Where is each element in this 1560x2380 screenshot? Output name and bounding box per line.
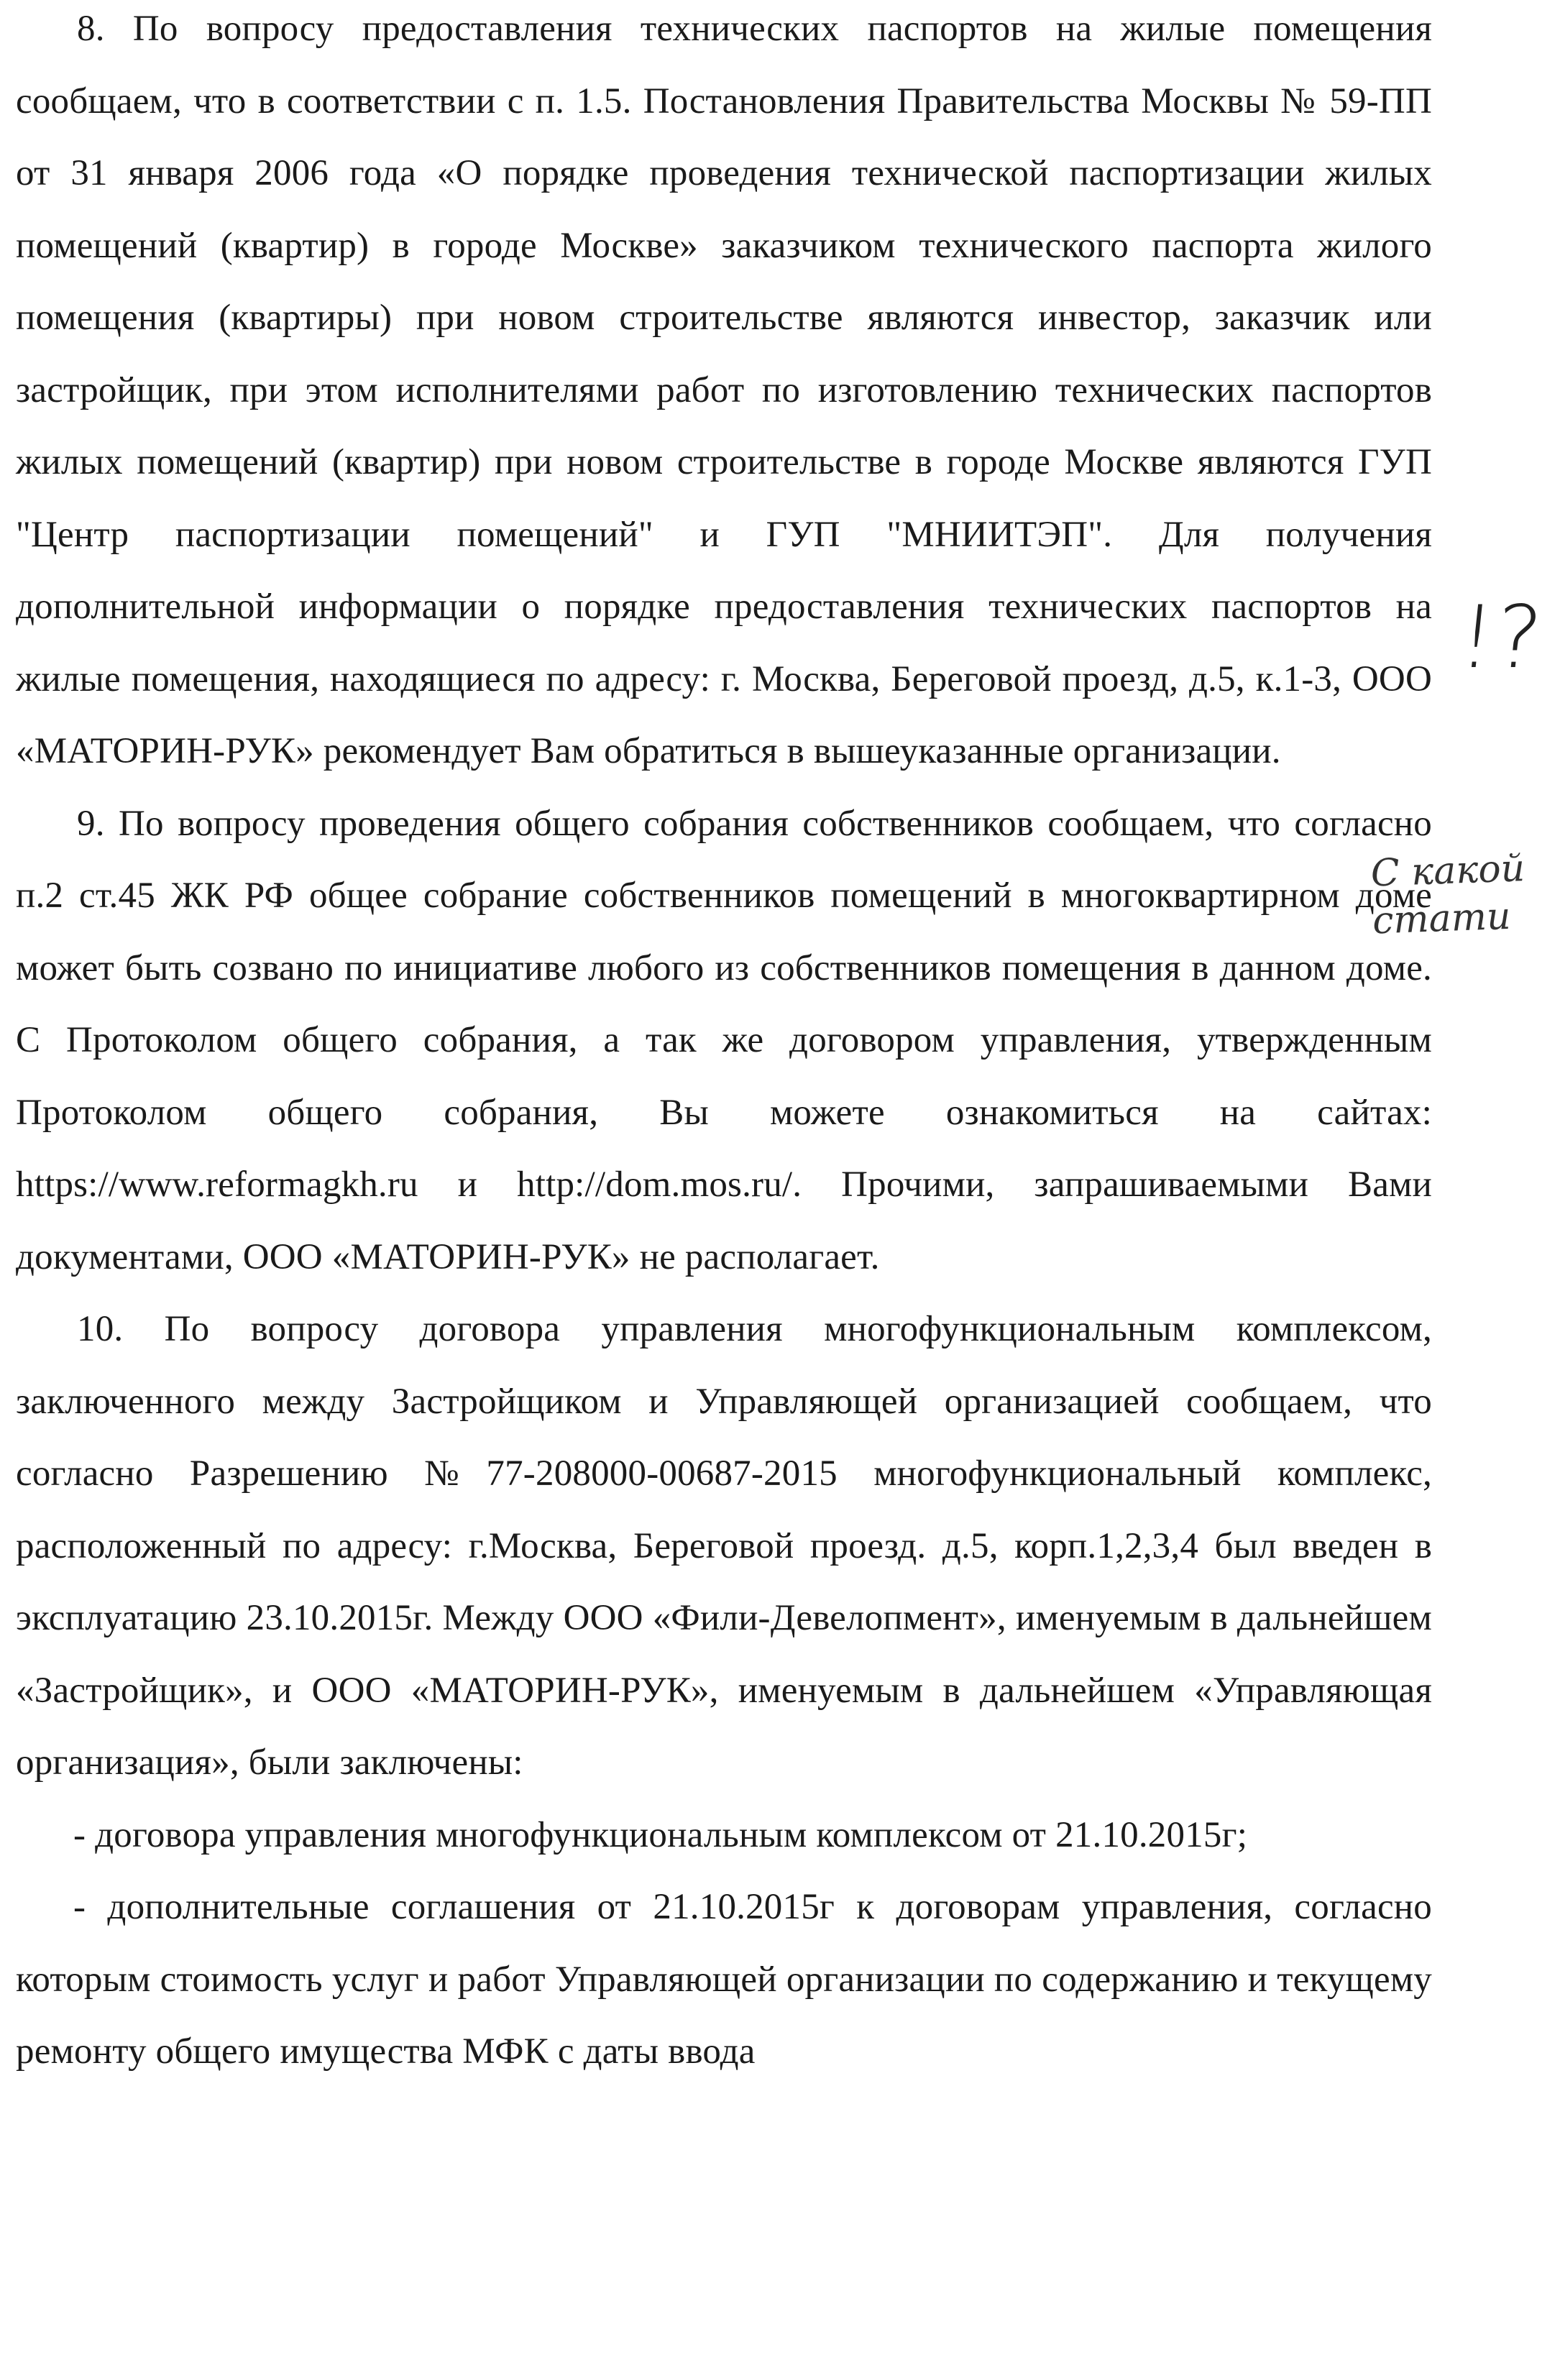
document-page bbox=[16, 0, 1432, 2380]
list-item-additional-agreements: - дополнительные соглашения от 21.10.2015г к договорам управления, согласно которым стоимость услуг и работ Управляющей организации по содержанию и текущему ремонту общего имущества МФК с даты ввода bbox=[16, 1887, 1432, 2072]
paragraph-section-8: 8. По вопросу предоставления технических паспортов на жилые помещения сообщаем, что в соответствии с п. 1.5. Постановления Правительства Москвы № 59-ПП от 31 января 2006 года «О порядке проведения технической паспортизации жилых помещений (квартир) в городе Москве» заказчиком технического паспорта жилого помещения (квартиры) при новом строительстве являются инвестор, заказчик или застройщик, при этом исполнителями работ по изготовлению технических паспортов жилых помещений (квартир) при новом строительстве в городе Москве являются ГУП "Центр паспортизации помещений" и ГУП "МНИИТЭП". Для получения дополнительной информации о порядке предоставления технических паспортов на жилые помещения, находящиеся по адресу: г. Москва, Береговой проезд, д.5, к.1-3, ООО «МАТОРИН-РУК» рекомендует Вам обратиться в вышеуказанные организации. bbox=[16, 9, 1432, 771]
handwritten-margin-note: С какой стати bbox=[1369, 847, 1526, 943]
handwritten-margin-mark: !? bbox=[1454, 588, 1548, 688]
list-item-management-contracts: - договора управления многофункциональным комплексом от 21.10.2015г; bbox=[73, 1814, 1248, 1855]
paragraph-section-10: 10. По вопросу договора управления многофункциональным комплексом, заключенного между Застройщиком и Управляющей организацией сообщаем, что согласно Разрешению №77-208000-00687-2015 многофункциональный комплекс, расположенный по адресу: г.Москва, Береговой проезд. д.5, корп.1,2,3,4 был введен в эксплуатацию 23.10.2015г. Между ООО «Фили-Девелопмент», именуемым в дальнейшем «Застройщик», и ООО «МАТОРИН-РУК», именуемым в дальнейшем «Управляющая организация», были заключены: bbox=[16, 1309, 1432, 1783]
paragraph-section-9: 9. По вопросу проведения общего собрания собственников сообщаем, что согласно п.2 ст.45 ЖК РФ общее собрание собственников помещений в многоквартирном доме может быть созвано по инициативе любого из собственников помещения в данном доме. С Протоколом общего собрания, а так же договором управления, утвержденным Протоколом общего собрания, Вы можете ознакомиться на сайтах: https://www.reformagkh.ru и http://dom.mos.ru/. Прочими, запрашиваемыми Вами документами, ООО «МАТОРИН-РУК» не располагает. bbox=[16, 803, 1432, 1277]
